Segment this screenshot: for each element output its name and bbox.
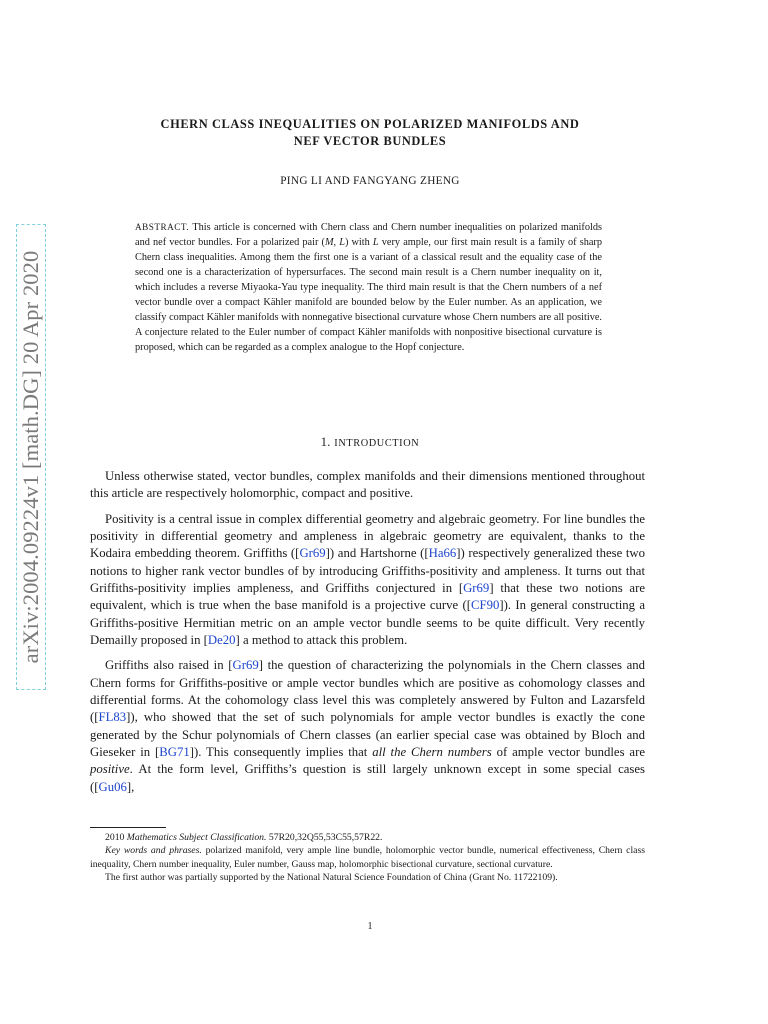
citation-link[interactable]: FL83 (98, 710, 127, 725)
text-run: ], (126, 779, 135, 794)
citation-link[interactable]: Gr69 (463, 581, 490, 596)
footnote-keywords (90, 844, 645, 871)
abstract-body (135, 222, 602, 353)
page-number: 1 (367, 921, 373, 932)
citation-link[interactable]: Gu06 (98, 779, 127, 794)
text-run: very ample, our first main result is a family of sharp Chern class inequalities. Among them the first one is a variant of a classical result and the equality case of the second one is a characterization of hypersurfaces. The second main result is a Chern number inequality on it, which includes a reverse Miyaoka-Yau type inequality. The third main result is that the Chern numbers of a nef vector bundle over a compact Kähler manifold are bounded below by the Euler number. As an application, we classify compact Kähler manifolds with nonnegative bisectional curvature whose Chern numbers are all positive. A conjecture related to the Euler number of compact Kähler manifolds with nonpositive bisectional curvature is proposed, which can be regarded as a complex analogue to the Hopf conjecture. (135, 237, 602, 354)
text-run: 2010 (105, 832, 127, 843)
footnote-msc (90, 831, 645, 844)
text-run: of ample vector bundles are (491, 744, 645, 759)
paper-authors: PING LI AND FANGYANG ZHENG (280, 175, 460, 187)
text-run: . At the form level, Griffiths’s question is still largely unknown except in some special cases ([ (90, 762, 645, 794)
text-run: ) with (344, 237, 373, 249)
arxiv-identifier-text: arXiv:2004.09224v1 [math.DG] 20 Apr 2020 (18, 250, 43, 664)
italic-text: L (372, 237, 379, 249)
text-run: ]). In general constructing a Griffiths-positive Hermitian metric on an ample vector bundle seems to be quite difficult. Very recently Demailly proposed in [ (90, 598, 645, 648)
italic-text: M, L (324, 237, 345, 249)
italic-text: Mathematics Subject Classification. (126, 832, 267, 843)
paper-title-line-2: NEF VECTOR BUNDLES (293, 133, 447, 148)
introduction-body (90, 468, 645, 804)
section-number: 1. (320, 435, 331, 449)
citation-link[interactable]: BG71 (159, 744, 190, 759)
italic-text: all the Chern numbers (372, 744, 492, 759)
footnote-divider (90, 827, 166, 828)
citation-link[interactable]: CF90 (471, 598, 500, 613)
paper-title-line-1: CHERN CLASS INEQUALITIES ON POLARIZED MANIFOLDS AND (160, 117, 580, 131)
text-run: ]). This consequently implies that (189, 744, 373, 759)
text-run: ]) and Hartshorne ([ (325, 546, 429, 561)
citation-link[interactable]: De20 (207, 633, 236, 648)
text-run: ] a method to attack this problem. (235, 633, 408, 648)
text-run: ]), who showed that the set of such polynomials for ample vector bundles is exactly the cone generated by the Schur polynomials of Chern classes (an earlier special case was obtained by Bloch and Gieseker in [ (90, 710, 645, 759)
text-run: Positivity is a central issue in complex differential geometry and algebraic geometry. For line bundles the positivity in differential geometry and ampleness in algebraic geometry are equivalent, thanks to the Kodaira embedding theorem. Griffiths ([ (90, 511, 645, 561)
arxiv-identifier-stamp (16, 224, 46, 690)
footnotes (90, 831, 645, 885)
citation-link[interactable]: Gr69 (232, 658, 259, 673)
paragraph-positivity (90, 511, 645, 650)
text-run: ]) respectively generalized these two notions to higher rank vector bundles of by introducing Griffiths-positivity and ampleness. It turns out that Griffiths-positivity implies ampleness, and Griffiths conjectured in [ (90, 546, 646, 596)
text-run: 57R20,32Q55,53C55,57R22. (266, 832, 383, 843)
section-heading-introduction (100, 435, 640, 450)
paragraph-conventions (90, 468, 645, 503)
text-run: The first author was partially supported by the National Natural Science Foundation of China (Grant No. 11722109). (105, 872, 558, 884)
abstract-label: ABSTRACT. (135, 222, 190, 232)
paragraph-chern-forms (90, 657, 645, 796)
text-run: ] the question of characterizing the polynomials in the Chern classes and Chern forms for Griffiths-positive or ample vector bundles which are positive as cohomology classes and differential forms. At the cohomology class level this was completely answered by Fulton and Lazarsfeld ([ (90, 658, 645, 725)
italic-text: Key words and phrases. (105, 845, 202, 857)
text-run: ] that these two notions are equivalent, which is true when the base manifold is a projective curve ([ (90, 581, 645, 613)
text-run: polarized manifold, very ample line bundle, holomorphic vector bundle, numerical effectiveness, Chern class inequality, Chern number inequality, Euler number, Gauss map, holomorphic bisectional curvature, sectional curvature. (90, 845, 645, 870)
section-title: INTRODUCTION (334, 438, 420, 449)
text-run: Unless otherwise stated, vector bundles, complex manifolds and their dimensions mentioned throughout this article are respectively holomorphic, compact and positive. (90, 469, 645, 501)
text-run: This article is concerned with Chern class and Chern number inequalities on polarized manifolds and nef vector bundles. For a polarized pair ( (135, 222, 602, 249)
citation-link[interactable]: Gr69 (299, 546, 326, 561)
paper-title (100, 116, 640, 149)
abstract (135, 220, 602, 355)
italic-text: positive (90, 762, 130, 777)
footnote-funding (90, 871, 645, 884)
text-run: Griffiths also raised in [ (105, 658, 233, 673)
citation-link[interactable]: Ha66 (428, 546, 457, 561)
